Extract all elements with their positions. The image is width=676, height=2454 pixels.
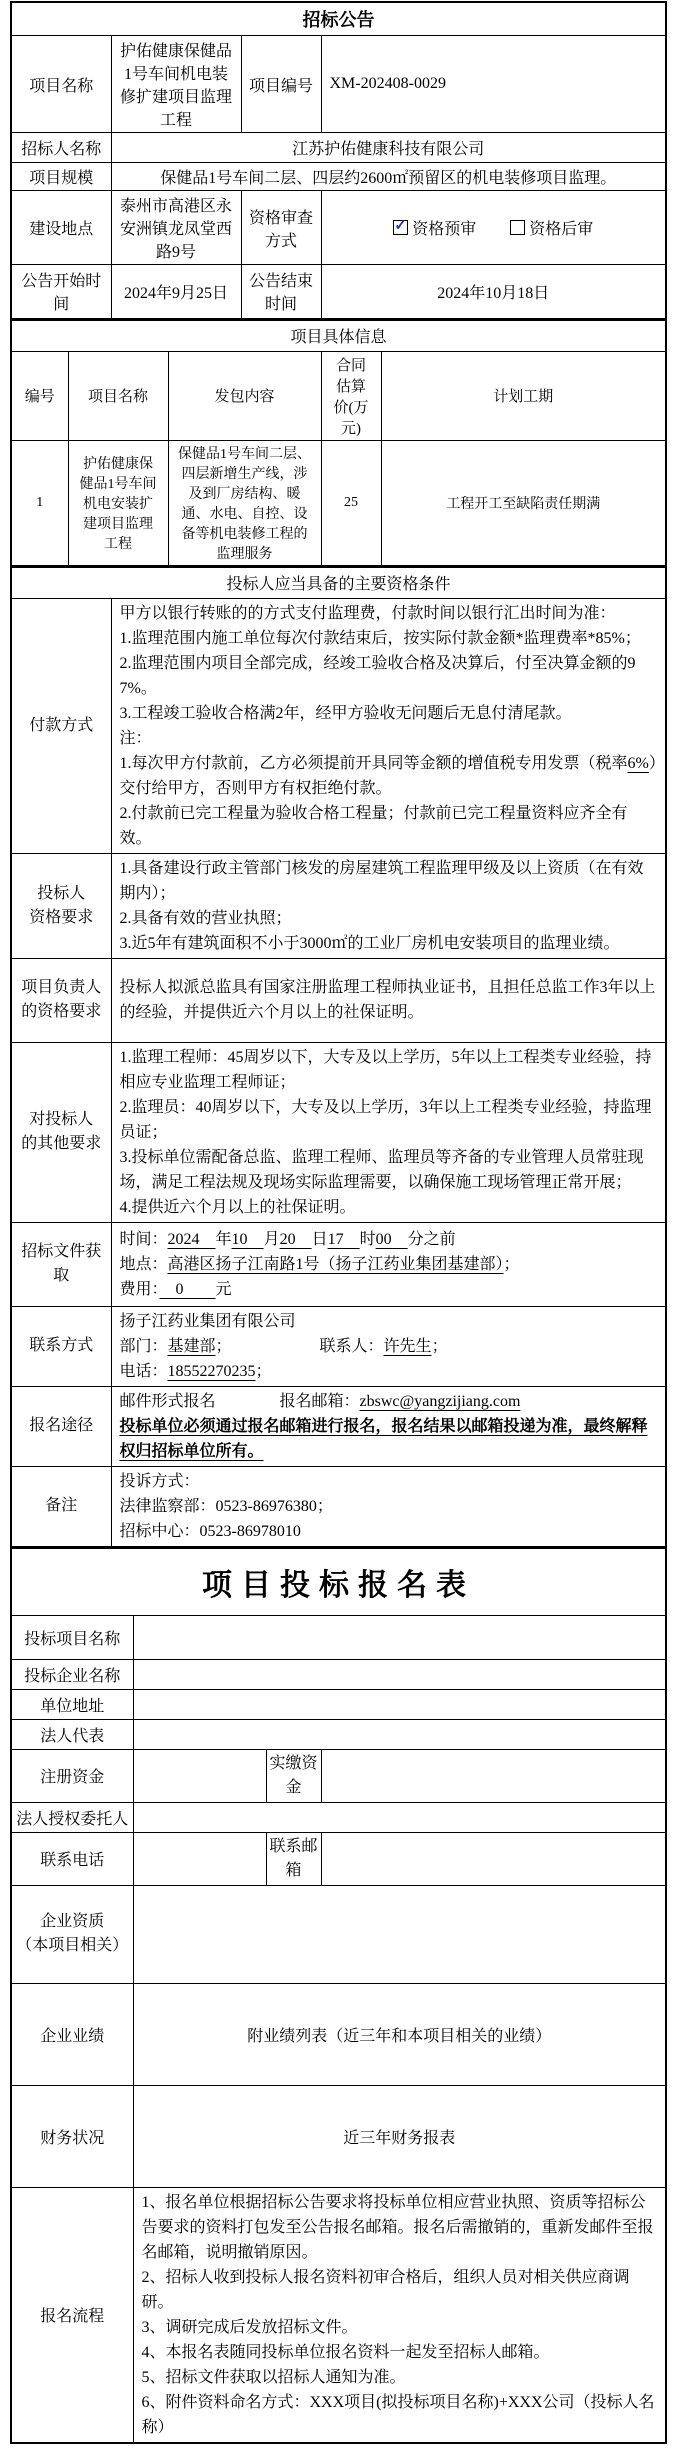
authorized-agent-field xyxy=(133,1802,666,1832)
other-requirements-label: 对投标人 的其他要求 xyxy=(11,1042,111,1222)
signup-channel-value: 邮件形式报名 报名邮箱：zbswc@yangzijiang.com 投标单位必须通过报名邮箱进行报名，报名结果以邮箱投递为准，最终解释权归招标单位所有。 xyxy=(111,1386,666,1466)
bid-project-name-label: 投标项目名称 xyxy=(11,1615,133,1659)
project-name-value: 护佑健康保健品1号车间机电装修扩建项目监理工程 xyxy=(111,36,241,133)
bid-project-name-field xyxy=(133,1615,666,1659)
project-scale-label: 项目规模 xyxy=(11,163,111,191)
tenderer-label: 招标人名称 xyxy=(11,133,111,163)
postqualification-label: 资格后审 xyxy=(529,221,594,238)
construction-site-value: 泰州市高港区永安洲镇龙凤堂西路9号 xyxy=(111,191,241,265)
bid-company-name-label: 投标企业名称 xyxy=(11,1659,133,1689)
company-address-field xyxy=(133,1689,666,1719)
announce-start-label: 公告开始时间 xyxy=(11,265,111,319)
signup-channel-label: 报名途径 xyxy=(11,1386,111,1466)
qualification-review-options xyxy=(321,191,666,265)
contact-value: 扬子江药业集团有限公司 部门：基建部； 联系人：许先生； 电话：18552270235； xyxy=(111,1306,666,1386)
signup-form-table xyxy=(10,1547,667,2444)
qualification-review-label: 资格审查方式 xyxy=(241,191,321,265)
leader-qualification-value: 投标人拟派总监具有国家注册监理工程师执业证书，且担任总监工作3年以上的经验，并提供近六个月以上的社保证明。 xyxy=(111,958,666,1042)
leader-qualification-label: 项目负责人 的资格要求 xyxy=(11,958,111,1042)
legal-representative-field xyxy=(133,1719,666,1749)
contact-label: 联系方式 xyxy=(11,1306,111,1386)
requirements-section-title: 投标人应当具备的主要资格条件 xyxy=(11,567,666,599)
prequalification-label: 资格预审 xyxy=(412,221,477,238)
paid-in-capital-label: 实缴资 金 xyxy=(266,1749,321,1802)
announce-end-label: 公告结束时间 xyxy=(241,265,321,319)
contact-phone-label: 联系电话 xyxy=(11,1832,133,1885)
contact-email-field xyxy=(321,1832,666,1885)
prequalification-option xyxy=(393,221,476,238)
project-details-table xyxy=(10,319,667,567)
details-row xyxy=(11,440,666,566)
contact-email-label: 联系邮 箱 xyxy=(266,1832,321,1885)
signup-process-value: 1、报名单位根据招标公告要求将投标单位相应营业执照、资质等招标公告要求的资料打包发至公告报名邮箱。报名后需撤销的，重新发邮件至报名邮箱，说明撤销原因。 2、招标人收到投标人报名资料初审合格后，组织人员对相关供应商调研。 3、调研完成后发放招标文件。 4、本报名表随同投标单位报名资料一起发至招标人邮箱。 5、招标文件获取以招标人通知为准。 6、附件资料命名方式：XXX项目(拟投标项目名称)+XXX公司（投标人名称） xyxy=(133,2187,666,2443)
authorized-agent-label: 法人授权委托人 xyxy=(11,1802,133,1832)
document-obtain-value: 时间：2024 年10 月20 日17 时00 分之前 地点：高港区扬子江南路1号（扬子江药业集团基建部）； 费用： 0 元 xyxy=(111,1222,666,1306)
other-requirements-value: 1.监理工程师：45周岁以下，大专及以上学历，5年以上工程类专业经验，持相应专业监理工程师证； 2.监理员：40周岁以下，大专及以上学历，3年以上工程类专业经验，持监理员证； 3.投标单位需配备总监、监理工程师、监理员等齐备的专业管理人员常驻现场，满足工程法规及现场实际监理需要，以确保施工现场管理正常开展； 4.提供近六个月以上的社保证明。 xyxy=(111,1042,666,1222)
bidder-qualification-label: 投标人 资格要求 xyxy=(11,853,111,958)
payment-method-label: 付款方式 xyxy=(11,598,111,853)
announce-end-value: 2024年10月18日 xyxy=(321,265,666,319)
registered-capital-label: 注册资金 xyxy=(11,1749,133,1802)
details-row-name: 护佑健康保健品1号车间机电安装扩建项目监理工程 xyxy=(68,440,168,566)
bid-company-name-field xyxy=(133,1659,666,1689)
remark-value: 投诉方式： 法律监察部：0523-86976380； 招标中心：0523-86978010 xyxy=(111,1466,666,1547)
tenderer-value: 江苏护佑健康科技有限公司 xyxy=(111,133,666,163)
announcement-title: 招标公告 xyxy=(11,2,666,36)
unchecked-checkbox-icon xyxy=(510,220,525,235)
finance-status-label: 财务状况 xyxy=(11,2085,133,2187)
contact-phone-field xyxy=(133,1832,266,1885)
project-name-label: 项目名称 xyxy=(11,36,111,133)
payment-method-value: 甲方以银行转账的的方式支付监理费，付款时间以银行汇出时间为准： 1.监理范围内施工单位每次付款结束后，按实际付款金额*监理费率*85%； 2.监理范围内项目全部完成，经竣工验收合格及决算后，付至决算金额的97%。 3.工程竣工验收合格满2年，经甲方验收无问题后无息付清尾款。 注： 1.每次甲方付款前，乙方必须提前开具同等金额的增值税专用发票（税率6%）交付给甲方，否则甲方有权拒绝付款。 2.付款前已完工程量为验收合格工程量；付款前已完工程量资料应齐全有效。 xyxy=(111,598,666,853)
announce-start-value: 2024年9月25日 xyxy=(111,265,241,319)
checked-checkbox-icon xyxy=(393,220,408,235)
company-qualification-label: 企业资质 （本项目相关） xyxy=(11,1885,133,1983)
company-performance-label: 企业业绩 xyxy=(11,1983,133,2085)
construction-site-label: 建设地点 xyxy=(11,191,111,265)
requirements-table xyxy=(10,566,667,1548)
project-no-value: XM-202408-0029 xyxy=(321,36,666,133)
project-no-label: 项目编号 xyxy=(241,36,321,133)
signup-form-title: 项目投标报名表 xyxy=(11,1548,666,1616)
company-address-label: 单位地址 xyxy=(11,1689,133,1719)
details-header-estimate: 合同估算价(万元) xyxy=(321,351,381,440)
company-performance-value: 附业绩列表（近三年和本项目相关的业绩） xyxy=(133,1983,666,2085)
legal-representative-label: 法人代表 xyxy=(11,1719,133,1749)
company-qualification-field xyxy=(133,1885,666,1983)
details-header-no: 编号 xyxy=(11,351,68,440)
postqualification-option xyxy=(510,221,593,238)
registered-capital-field xyxy=(133,1749,266,1802)
details-row-no: 1 xyxy=(11,440,68,566)
bidder-qualification-value: 1.具备建设行政主管部门核发的房屋建筑工程监理甲级及以上资质（在有效期内）； 2.具备有效的营业执照； 3.近5年有建筑面积不小于3000㎡的工业厂房机电安装项目的监理业绩。 xyxy=(111,853,666,958)
project-scale-value: 保健品1号车间二层、四层约2600㎡预留区的机电装修项目监理。 xyxy=(111,163,666,191)
details-row-estimate: 25 xyxy=(321,440,381,566)
paid-in-capital-field xyxy=(321,1749,666,1802)
details-header-name: 项目名称 xyxy=(68,351,168,440)
document-obtain-label: 招标文件获取 xyxy=(11,1222,111,1306)
announcement-table xyxy=(10,1,667,320)
finance-status-value: 近三年财务报表 xyxy=(133,2085,666,2187)
remark-label: 备注 xyxy=(11,1466,111,1547)
details-section-title: 项目具体信息 xyxy=(11,320,666,352)
details-header-duration: 计划工期 xyxy=(381,351,666,440)
details-header-content: 发包内容 xyxy=(168,351,321,440)
signup-process-label: 报名流程 xyxy=(11,2187,133,2443)
details-row-content: 保健品1号车间二层、四层新增生产线，涉及到厂房结构、暖通、水电、自控、设备等机电装修工程的监理服务 xyxy=(168,440,321,566)
details-row-duration: 工程开工至缺陷责任期满 xyxy=(381,440,666,566)
